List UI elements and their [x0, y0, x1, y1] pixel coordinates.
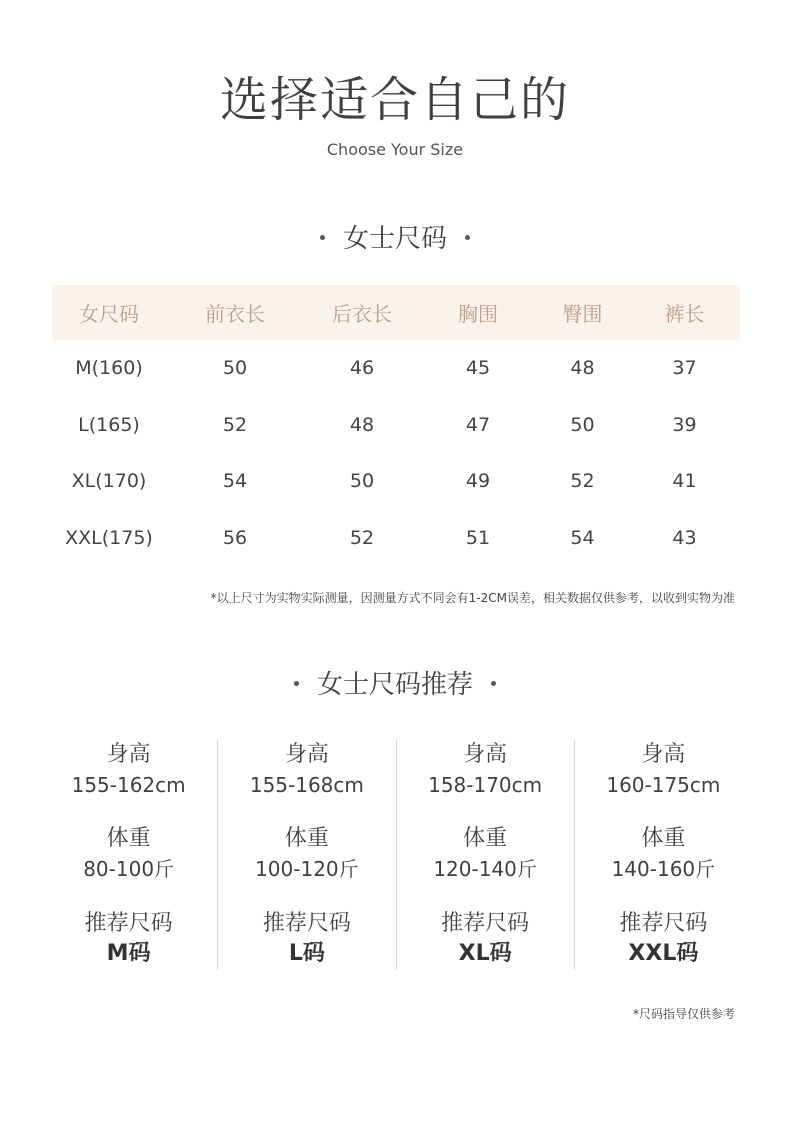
column-header-back-length: 后衣长 [332, 302, 392, 326]
table-cell: 49 [465, 470, 491, 493]
recommended-size-value: XL码 [458, 941, 512, 966]
table-row [52, 510, 740, 567]
column-header-front-length: 前衣长 [205, 302, 265, 326]
recommend-section-title [0, 667, 790, 703]
height-value: 155-168cm [249, 773, 364, 797]
table-row [52, 453, 740, 510]
recommended-size-label: 推荐尺码 [441, 911, 530, 936]
height-label: 身高 [106, 742, 151, 767]
height-value: 158-170cm [428, 773, 543, 797]
weight-label: 体重 [284, 826, 329, 851]
table-cell: 52 [222, 413, 248, 436]
recommendation-column-l [217, 740, 395, 970]
column-header-bust: 胸围 [458, 302, 498, 326]
size-recommendation-grid [40, 740, 752, 970]
table-cell: XXL(175) [65, 526, 153, 549]
weight-value: 140-160斤 [611, 857, 716, 881]
table-cell: 37 [672, 357, 697, 380]
weight-label: 体重 [106, 826, 151, 851]
table-cell: 50 [349, 470, 375, 493]
recommended-size-label: 推荐尺码 [84, 911, 173, 936]
table-cell: 51 [465, 526, 491, 549]
recommendation-column-m [40, 740, 217, 970]
table-cell: 50 [570, 413, 595, 436]
table-cell: 54 [222, 470, 248, 493]
weight-label: 体重 [641, 826, 686, 851]
table-cell: 39 [672, 413, 697, 436]
bullet-dot-right [465, 235, 470, 240]
size-section-title-text: 女士尺码 [342, 224, 447, 254]
table-cell: 56 [222, 526, 248, 549]
recommendation-column-xl [396, 740, 574, 970]
page-subtitle: Choose Your Size [326, 140, 464, 159]
recommended-size-value: XXL码 [628, 941, 699, 966]
weight-value: 100-120斤 [255, 857, 359, 881]
height-value: 155-162cm [71, 773, 186, 797]
column-header-pants-length: 裤长 [664, 302, 705, 326]
recommended-size-label: 推荐尺码 [262, 911, 351, 936]
page-title: 选择适合自己的 [219, 72, 570, 128]
table-cell: 54 [570, 526, 595, 549]
height-label: 身高 [284, 742, 329, 767]
table-cell: 46 [349, 357, 375, 380]
bullet-dot-left [320, 235, 325, 240]
size-section-title [0, 221, 790, 257]
size-table [52, 285, 740, 566]
height-label: 身高 [641, 742, 686, 767]
table-cell: 45 [465, 357, 491, 380]
bullet-dot-right [491, 681, 496, 686]
height-value: 160-175cm [606, 773, 721, 797]
table-cell: M(160) [75, 357, 143, 380]
recommend-section-title-text: 女士尺码推荐 [316, 670, 473, 700]
height-label: 身高 [463, 742, 508, 767]
recommended-size-value: L码 [288, 941, 325, 966]
measurement-note: *以上尺寸为实物实际测量，因测量方式不同会有1-2CM误差，相关数据仅供参考，以收到实物为准 [210, 591, 735, 605]
table-cell: 48 [570, 357, 595, 380]
table-cell: XL(170) [71, 470, 147, 493]
table-row [52, 397, 740, 454]
table-cell: 50 [222, 357, 248, 380]
table-cell: 41 [672, 470, 697, 493]
table-cell: 47 [465, 413, 491, 436]
table-row [52, 340, 740, 397]
weight-value: 80-100斤 [83, 857, 175, 881]
bullet-dot-left [294, 681, 299, 686]
size-guide-note: *尺码指导仅供参考 [632, 1007, 735, 1021]
recommended-size-label: 推荐尺码 [619, 911, 708, 936]
column-header-size: 女尺码 [79, 302, 139, 326]
table-cell: 52 [570, 470, 595, 493]
table-header [52, 285, 740, 340]
table-cell: 43 [672, 526, 697, 549]
recommended-size-value: M码 [106, 941, 151, 966]
recommendation-column-xxl [574, 740, 752, 970]
table-cell: 52 [349, 526, 375, 549]
table-cell: L(165) [78, 413, 140, 436]
column-header-hip: 臀围 [562, 302, 603, 326]
weight-label: 体重 [463, 826, 508, 851]
weight-value: 120-140斤 [433, 857, 537, 881]
table-cell: 48 [349, 413, 375, 436]
